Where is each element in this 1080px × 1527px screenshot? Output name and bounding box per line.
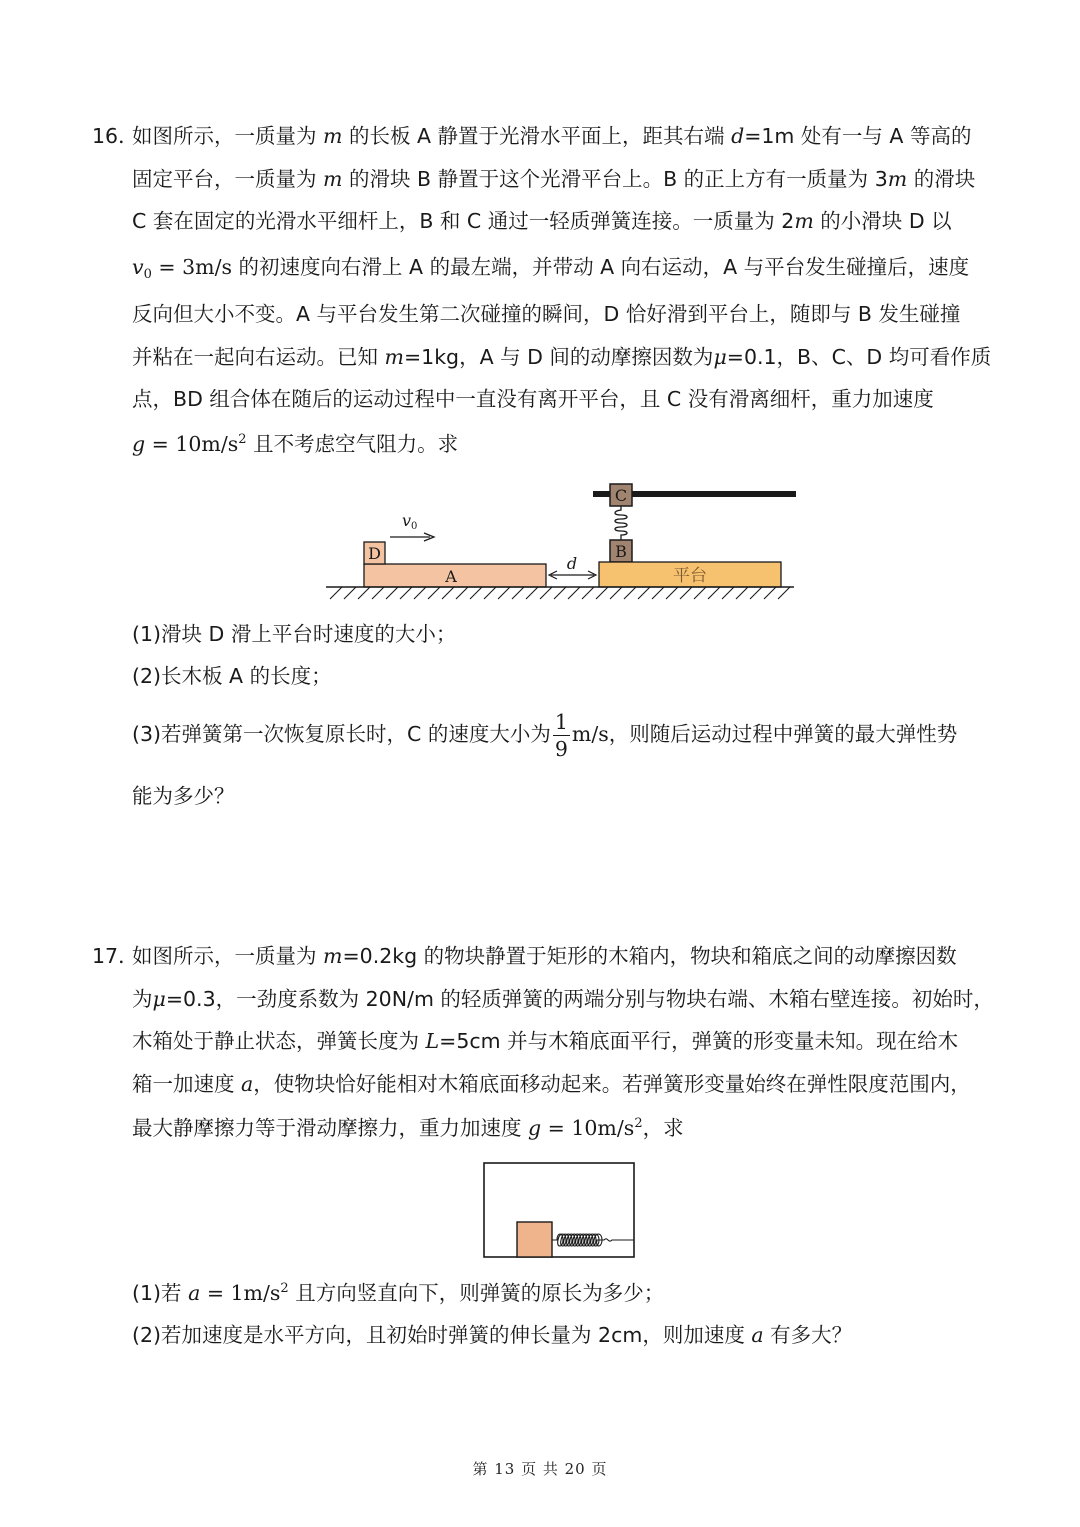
q17-line-2: 为μ=0.3，一劲度系数为 20N/m 的轻质弹簧的两端分别与物块右端、木箱右壁连接。初始时，	[132, 987, 994, 1011]
label-d: D	[368, 544, 381, 563]
q16-line-5: 反向但大小不变。A 与平台发生第二次碰撞的瞬间，D 恰好滑到平台上，随即与 B 发生碰撞	[132, 302, 961, 326]
question-17-number: 17．	[92, 944, 139, 968]
q16-line-6: 并粘在一起向右运动。已知 m=1kg，A 与 D 间的动摩擦因数为μ=0.1，B、C、D 均可看作质	[132, 345, 992, 369]
q17-line-4: 箱一加速度 a，使物块恰好能相对木箱底面移动起来。若弹簧形变量始终在弹性限度范围内，	[132, 1072, 971, 1096]
q17-line-5: 最大静摩擦力等于滑动摩擦力，重力加速度 $g = 10m/s^2$，求	[132, 1116, 684, 1140]
q16-part-2: (2)长木板 A 的长度；	[132, 664, 332, 688]
label-c: C	[614, 486, 628, 505]
q16-line-2: 固定平台，一质量为 m 的滑块 B 静置于这个光滑平台上。B 的正上方有一质量为 3m 的滑块	[132, 167, 976, 191]
q16-part-3: (3)若弹簧第一次恢复原长时，C 的速度大小为 $\frac{1}{9}$ m/s，则随后运动过程中弹簧的最大弹性势	[132, 709, 958, 761]
q17-line-3: 木箱处于静止状态，弹簧长度为 L=5cm 并与木箱底面平行，弹簧的形变量未知。现在给木	[132, 1029, 959, 1053]
q16-part-3-line-2: 能为多少？	[132, 784, 235, 808]
label-d-gap: d	[566, 554, 578, 573]
q16-line-3: C 套在固定的光滑水平细杆上，B 和 C 通过一轻质弹簧连接。一质量为 2m 的小滑块 D 以	[132, 209, 952, 233]
fraction-one-ninth: $\frac{1}{9}$	[554, 709, 568, 761]
q16-line-7: 点，BD 组合体在随后的运动过程中一直没有离开平台，且 C 没有滑离细杆，重力加速度	[132, 387, 934, 411]
q16-line-1: 如图所示，一质量为 m 的长板 A 静置于光滑水平面上，距其右端 d=1m 处有一与 A 等高的	[132, 124, 972, 148]
q16-line-8: $g = 10m/s^2$ 且不考虑空气阻力。求	[132, 432, 459, 456]
page-footer: 第 13 页 共 20 页	[472, 1460, 608, 1478]
q16-figure	[320, 478, 800, 606]
label-platform: 平台	[673, 566, 707, 586]
spring-bc	[615, 506, 627, 540]
wooden-box	[484, 1163, 634, 1257]
q16-line-4: $v_0 = 3m/s$ 的初速度向右滑上 A 的最左端，并带动 A 向右运动，A 与平台发生碰撞后，速度	[132, 255, 970, 282]
label-a: A	[445, 567, 457, 586]
ground-hatching	[330, 587, 790, 599]
q16-part-1: (1)滑块 D 滑上平台时速度的大小；	[132, 622, 457, 646]
block	[517, 1222, 552, 1257]
q17-line-1: 如图所示，一质量为 m=0.2kg 的物块静置于矩形的木箱内，物块和箱底之间的动摩擦因数	[132, 944, 957, 968]
q17-figure	[480, 1160, 640, 1260]
label-v0: v0	[402, 511, 418, 532]
question-16-number: 16．	[92, 124, 139, 148]
q17-part-2: (2)若加速度是水平方向，且初始时弹簧的伸长量为 2cm，则加速度 a 有多大？	[132, 1323, 853, 1347]
q17-part-1: (1)若 $a = 1m/s^2$ 且方向竖直向下，则弹簧的原长为多少；	[132, 1281, 665, 1305]
label-b: B	[615, 542, 627, 561]
